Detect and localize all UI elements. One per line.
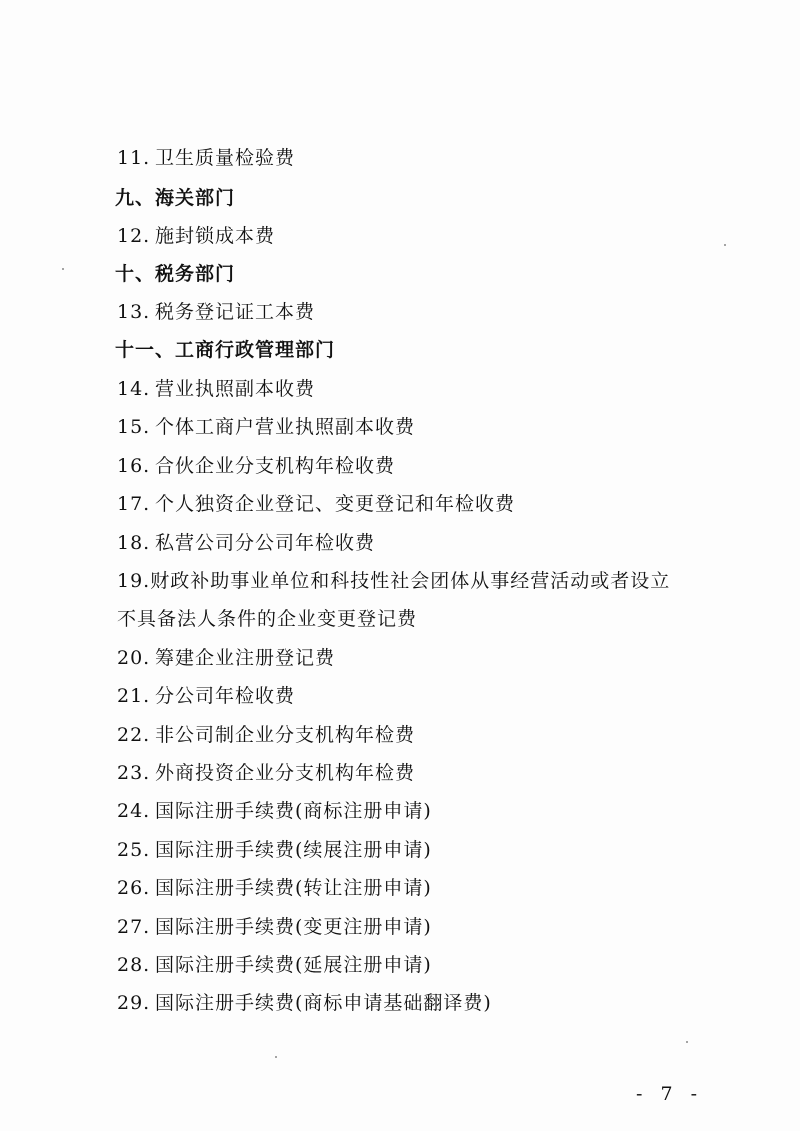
item-text: 不具备法人条件的企业变更登记费 — [117, 608, 418, 630]
item-text: 私营公司分公司年检收费 — [155, 532, 376, 554]
list-item — [117, 723, 415, 747]
item-text: 税务登记证工本费 — [155, 301, 316, 323]
item-text: 个体工商户营业执照副本收费 — [155, 416, 416, 438]
item-number: 25. — [117, 839, 151, 861]
item-number: 17. — [117, 493, 151, 515]
item-number: 15. — [117, 416, 151, 438]
scan-speck — [62, 268, 64, 270]
list-item — [117, 146, 295, 170]
item-text: 国际注册手续费(商标申请基础翻译费) — [155, 992, 492, 1014]
list-item — [117, 953, 432, 977]
list-item-continuation — [117, 607, 417, 631]
item-text: 分公司年检收费 — [155, 685, 296, 707]
list-item — [117, 876, 432, 900]
section-heading — [115, 262, 235, 286]
list-item — [117, 838, 432, 862]
section-heading — [115, 186, 235, 210]
list-item — [117, 991, 492, 1015]
item-number: 13. — [117, 301, 151, 323]
item-number: 29. — [117, 992, 151, 1014]
list-item — [117, 531, 375, 555]
list-item — [117, 569, 670, 593]
list-item — [117, 646, 335, 670]
item-number: 11. — [117, 147, 151, 169]
list-item — [117, 492, 515, 516]
item-text: 营业执照副本收费 — [155, 378, 316, 400]
item-number: 23. — [117, 762, 151, 784]
item-number: 18. — [117, 532, 151, 554]
list-item — [117, 915, 432, 939]
list-item — [117, 454, 395, 478]
heading-text: 十、税务部门 — [115, 263, 236, 285]
item-text: 筹建企业注册登记费 — [155, 647, 336, 669]
page-number: - 7 - — [636, 1083, 704, 1105]
list-item — [117, 761, 415, 785]
list-item — [117, 377, 315, 401]
item-text: 国际注册手续费(转让注册申请) — [155, 877, 432, 899]
item-text: 国际注册手续费(商标注册申请) — [155, 800, 432, 822]
item-number: 14. — [117, 378, 151, 400]
item-number: 12. — [117, 225, 151, 247]
item-number: 24. — [117, 800, 151, 822]
item-text: 个人独资企业登记、变更登记和年检收费 — [155, 493, 516, 515]
item-number: 19. — [117, 570, 151, 592]
list-item — [117, 684, 295, 708]
list-item — [117, 300, 315, 324]
item-text: 国际注册手续费(变更注册申请) — [155, 916, 432, 938]
list-item — [117, 224, 275, 248]
scan-speck — [724, 244, 726, 246]
section-heading — [115, 338, 335, 362]
item-number: 20. — [117, 647, 151, 669]
list-item — [117, 415, 415, 439]
item-text: 施封锁成本费 — [155, 225, 276, 247]
item-text: 国际注册手续费(延展注册申请) — [155, 954, 432, 976]
item-number: 28. — [117, 954, 151, 976]
item-text: 财政补助事业单位和科技性社会团体从事经营活动或者设立 — [150, 570, 671, 592]
heading-text: 十一、工商行政管理部门 — [115, 339, 336, 361]
item-text: 卫生质量检验费 — [155, 147, 296, 169]
heading-text: 九、海关部门 — [115, 187, 236, 209]
item-number: 21. — [117, 685, 151, 707]
item-number: 27. — [117, 916, 151, 938]
item-text: 国际注册手续费(续展注册申请) — [155, 839, 432, 861]
item-text: 合伙企业分支机构年检收费 — [155, 455, 396, 477]
scan-speck — [686, 1041, 688, 1043]
scan-speck — [275, 1056, 277, 1058]
item-number: 26. — [117, 877, 151, 899]
list-item — [117, 799, 432, 823]
item-text: 非公司制企业分支机构年检费 — [155, 724, 416, 746]
item-text: 外商投资企业分支机构年检费 — [155, 762, 416, 784]
item-number: 22. — [117, 724, 151, 746]
item-number: 16. — [117, 455, 151, 477]
